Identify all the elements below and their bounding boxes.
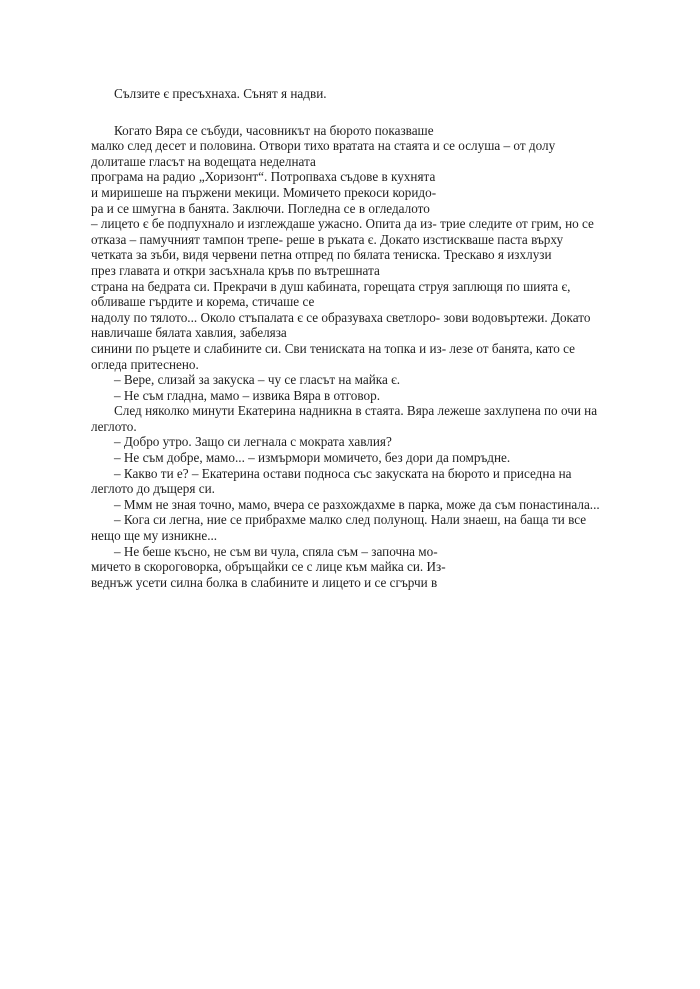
text-line: леглото. [91,418,137,434]
text-line: мичето в скороговорка, обръщайки се с лице към майка си. Из- [91,559,446,575]
text-line: – Вере, слизай за закуска – чу се гласът на майка є. [114,372,401,388]
text-line: Когато Вяра се събуди, часовникът на бюрото показваше [114,122,434,138]
text-line: отказа – памучният тампон трепе- реше в ръката є. Докато изстискваше паста върху [91,231,564,247]
text-line: обливаше гърдите и корема, стичаше се [91,294,315,310]
text-line: веднъж усети силна болка в слабините и лицето и се сгърчи в [91,574,438,590]
text-line: – Добро утро. Защо си легнала с мократа хавлия? [114,434,392,450]
text-line: – лицето є бе подпухнало и изглеждаше ужасно. Опита да из- трие следите от грим, но се [91,216,594,232]
text-line: – Ммм не зная точно, мамо, вчера се разхождахме в парка, може да съм понастинала... [114,496,600,512]
text-line: – Не съм гладна, мамо – извика Вяра в отговор. [114,387,381,403]
text-line: долиташе гласът на водещата неделната [91,153,316,169]
text-line: – Не беше късно, не съм ви чула, спяла съм – започна мо- [114,543,438,559]
text-line: леглото до дъщеря си. [91,481,215,497]
text-line: нещо ще му изникне... [91,528,218,544]
text-line: страна на бедрата си. Прекрачи в душ кабината, горещата струя заплющя по шията є, [91,278,571,294]
text-line: четката за зъби, видя червени петна отпред по бялата тениска. Трескаво я изхлузи [91,247,552,263]
text-line: програма на радио „Хоризонт“. Потропваха съдове в кухнята [91,169,436,185]
text-line: надолу по тялото... Около стъпалата є се образуваха светлоро- зови водовъртежи. Докато [91,309,591,325]
body-text [91,86,631,590]
text-line: през главата и откри засъхнала кръв по вътрешната [91,262,380,278]
text-line: навличаше бялата хавлия, забеляза [91,325,287,341]
paragraph-gap [91,102,631,123]
text-line: – Не съм добре, мамо... – измърмори момичето, без дори да помръдне. [114,450,511,466]
text-line: и миришеше на пържени мекици. Момичето прекоси коридо- [91,184,437,200]
text-line: – Какво ти е? – Екатерина остави подноса със закуската на бюрото и приседна на [114,465,572,481]
text-line: ра и се шмугна в банята. Заключи. Погледна се в огледалото [91,200,430,216]
text-line: синини по ръцете и слабините си. Сви тениската на топка и из- лезе от банята, като се [91,340,575,356]
text-line: След няколко минути Екатерина надникна в стаята. Вяра лежеше захлупена по очи на [114,403,598,419]
text-line: малко след десет и половина. Отвори тихо вратата на стаята и се ослуша – от долу [91,138,556,154]
text-line: огледа притеснено. [91,356,199,372]
text-line: Сълзите є пресъхнаха. Сънят я надви. [114,86,327,101]
text-line: – Кога си легна, ние се прибрахме малко след полунощ. Нали знаеш, на баща ти все [114,512,587,528]
